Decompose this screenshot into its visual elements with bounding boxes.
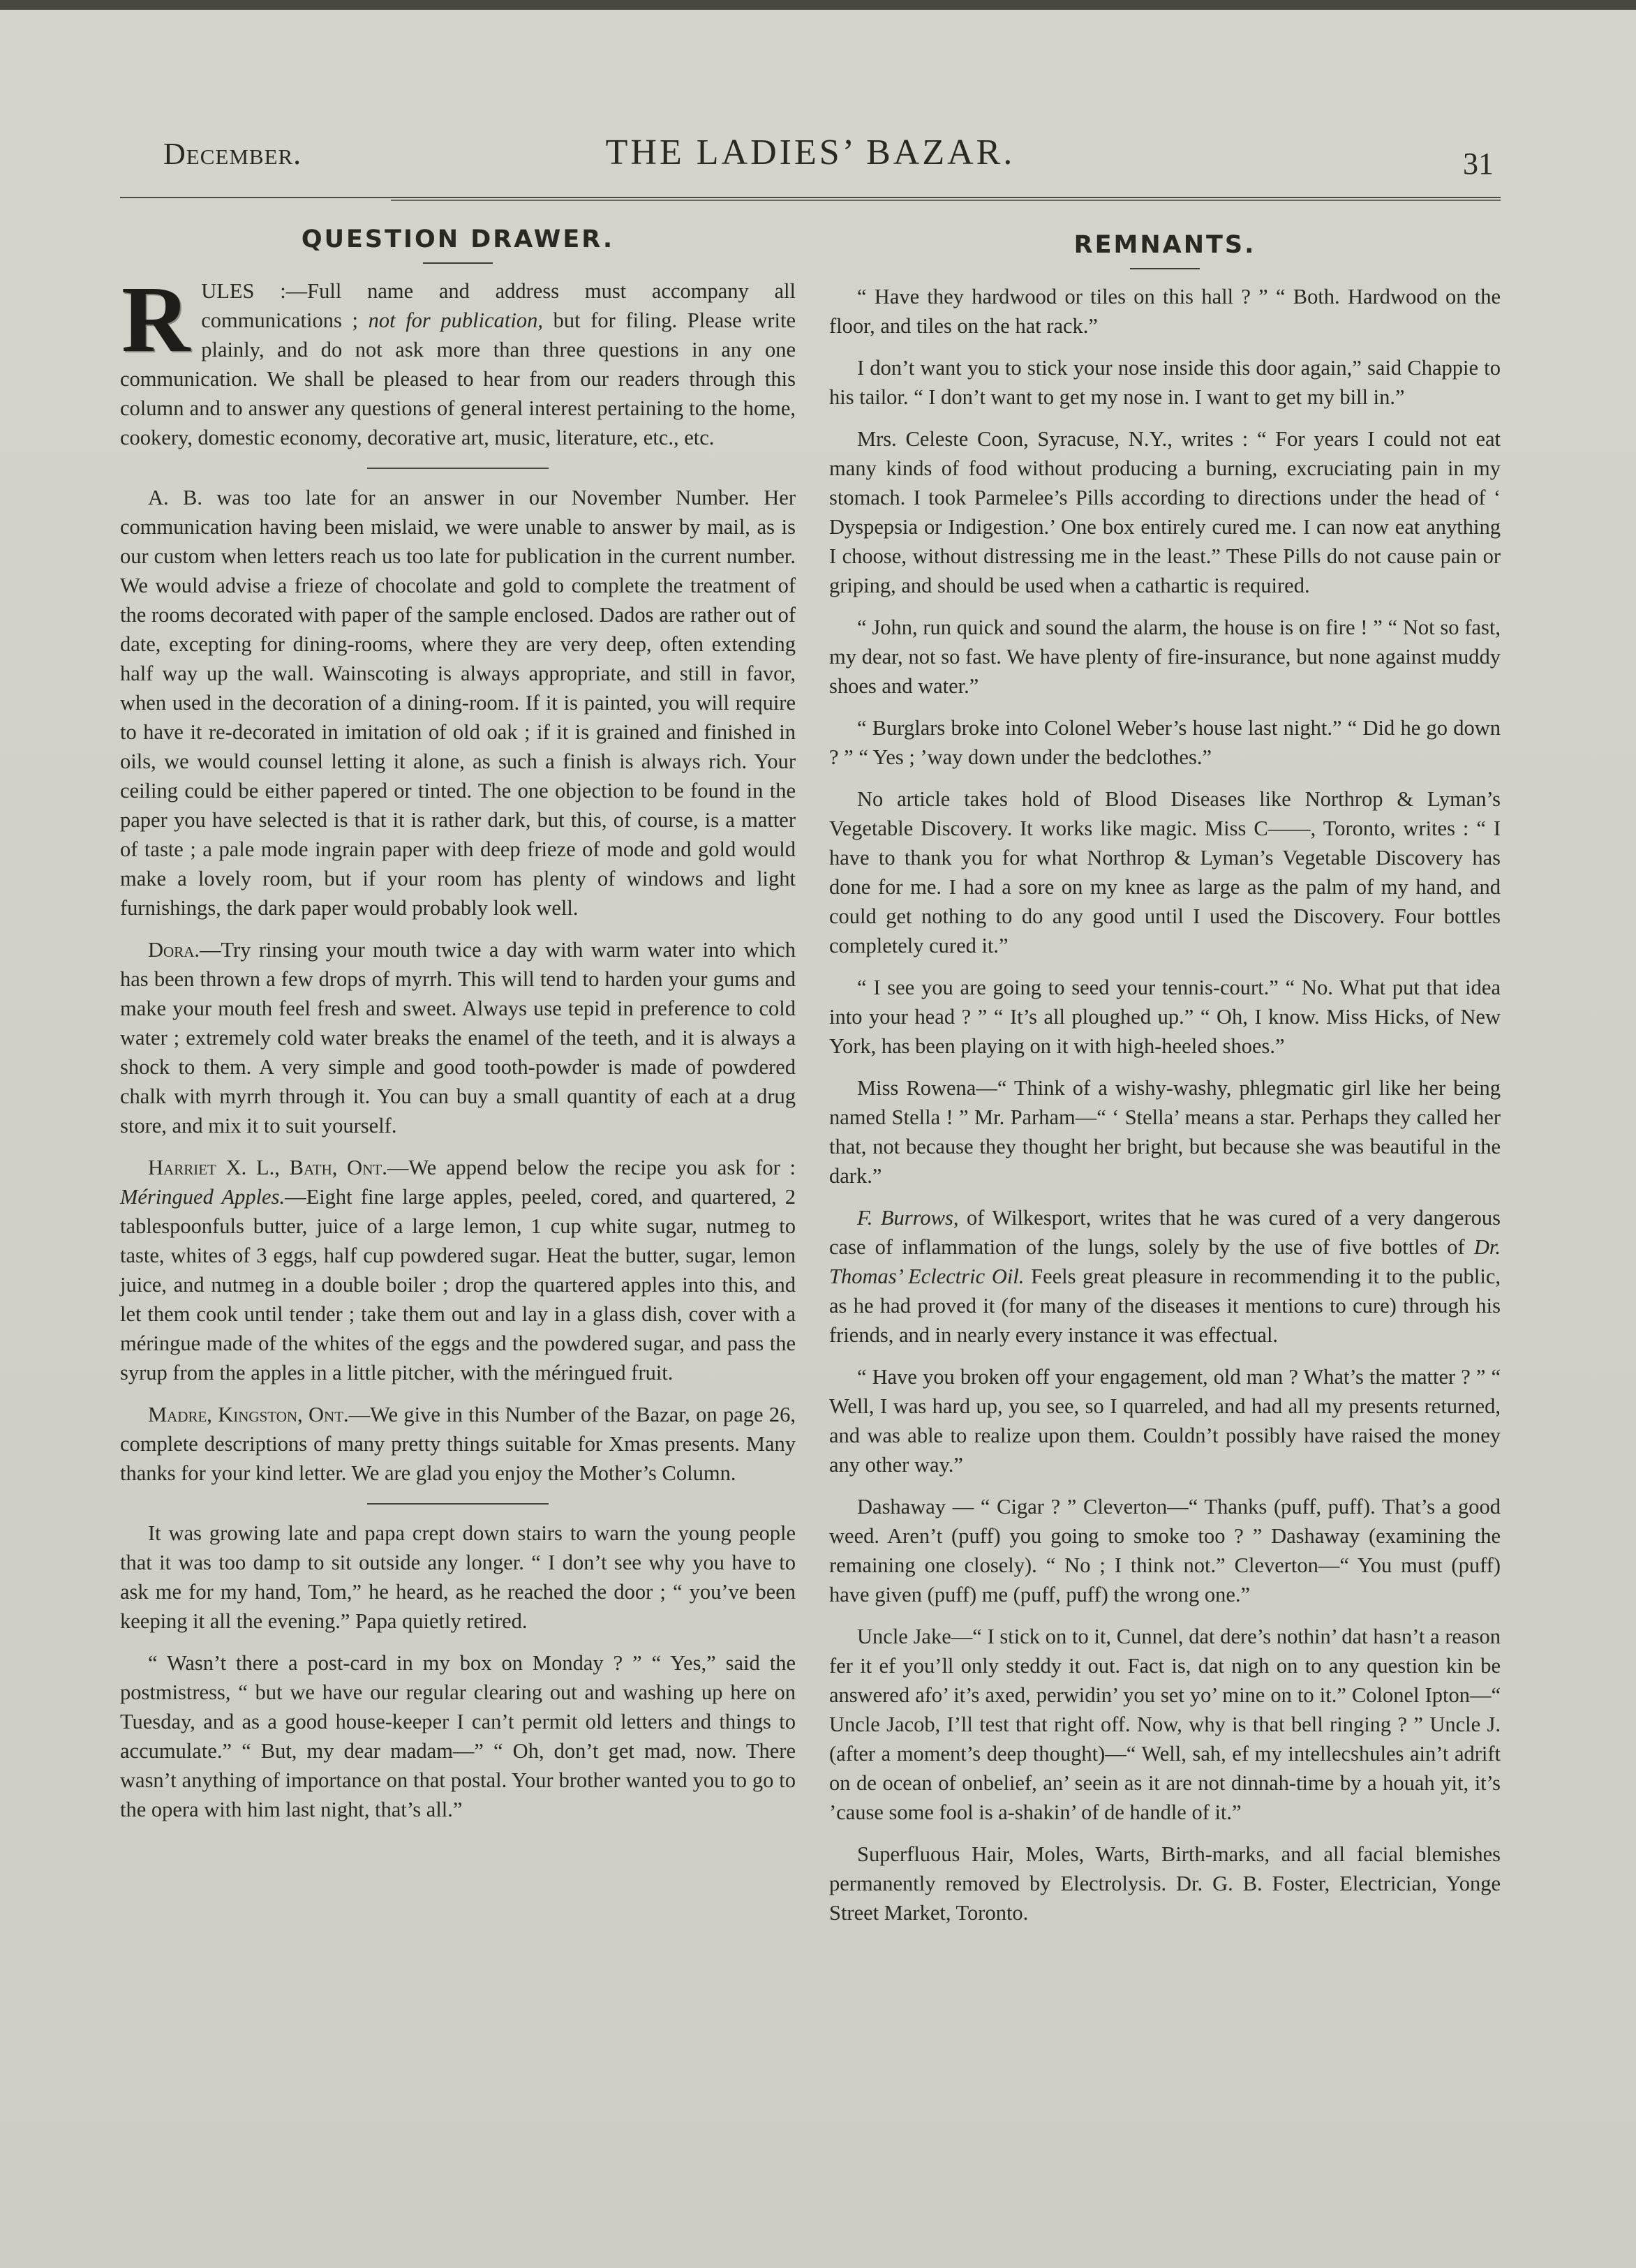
remnant-4: “ John, run quick and sound the alarm, the house is on fire ! ” “ Not so fast, my dear, not so fast. We have plenty of fire-insurance, but none against muddy shoes and water.” [829,616,1501,698]
remnant-12: Uncle Jake—“ I stick on to it, Cunnel, dat dere’s nothin’ dat hasn’t a reason fer it ef you’ll only steddy it out. Fact is, dat nigh on to any question kin be answered afo’ it’s axed, perwidin’ you set yo’ mine on to it.” Colonel Ipton—“ Uncle Jacob, I’ll test that right off. Now, why is that bell ringing ? ” Uncle J. (after a moment’s deep thought)—“ Well, sah, ef my intellecshules ain’t adrift on de ocean of onbelief, an’ seein as it are not dinnah-time by a houah yit, it’s ’cause some fool is a-shakin’ of de handle of it.” [829,1625,1501,1824]
publication-title: THE LADIES’ BAZAR. [605,133,1016,172]
answer-dora: Dora.—Try rinsing your mouth twice a day with warm water into which has been thrown a few drops of myrrh. This will tend to harden your gums and make your mouth feel fresh and sweet. Always use tepid in preference to cold water ; extremely cold water breaks the enamel of the teeth, and it is always a shock to them. A very simple and good tooth-powder is made of powdered chalk with myrrh through it. You can buy a small quantity of each at a drug store, and mix it to suit yourself. [120,938,796,1137]
scan-edge [0,0,1636,10]
remnant-13: Superfluous Hair, Moles, Warts, Birth-marks, and all facial blemishes permanently removed by Electrolysis. Dr. G. B. Foster, Electrician, Yonge Street Market, Toronto. [829,1842,1501,1925]
header-rule [120,197,1501,198]
remnants-heading: REMNANTS. [1073,231,1256,259]
rules-paragraph: RULES :—Full name and address must accompany all communications ; not for publication, but for filing. Please write plainly, and do not ask more than three questions in any one communication. We shall be pleased to hear from our readers through this column and to answer any questions of general interest pertaining to the home, cookery, domestic economy, decorative art, music, literature, etc., etc. [120,267,796,449]
drop-cap: R [121,267,191,372]
remnant-10: “ Have you broken off your engagement, old man ? What’s the matter ? ” “ Well, I was hard up, you see, so I quarreled, and had all my presents returned, and was able to realize upon them. Couldn’t possibly have raised the money any other way.” [829,1365,1501,1477]
remnant-3: Mrs. Celeste Coon, Syracuse, N.Y., writes : “ For years I could not eat many kinds of food without producing a burning, excruciating pain in my stomach. I took Parmelee’s Pills according to directions under the head of ‘ Dyspepsia or Indigestion.’ One box entirely cured me. I can now eat anything I choose, without distressing me in the least.” These Pills do not cause pain or griping, and should be used when a cathartic is required. [829,427,1501,597]
anecdote-postcard: “ Wasn’t there a post-card in my box on Monday ? ” “ Yes,” said the postmistress, “ but we have our regular clearing out and washing up here on Tuesday, and as a good house-keeper I can’t permit old letters and things to accumulate.” “ But, my dear madam—” “ Oh, don’t get mad, now. There wasn’t anything of importance on that postal. Your brother wanted you to go to the opera with him last night, that’s all.” [120,1651,796,1821]
right-column [829,222,1501,1940]
heading-rule [423,262,493,264]
page-number: 31 [1463,147,1494,181]
section-divider [367,1503,549,1505]
section-divider [367,468,549,469]
remnant-5: “ Burglars broke into Colonel Weber’s house last night.” “ Did he go down ? ” “ Yes ; ’way down under the bedclothes.” [829,716,1501,769]
remnant-8: Miss Rowena—“ Think of a wishy-washy, phlegmatic girl like her being named Stella ! ” Mr. Parham—“ ‘ Stella’ means a star. Perhaps they called her that, not because they thought her bright, but because she was beautiful in the dark.” [829,1076,1501,1188]
page-header [120,133,1501,192]
answer-madre: Madre, Kingston, Ont.—We give in this Number of the Bazar, on page 26, complete descriptions of many pretty things suitable for Xmas presents. Many thanks for your kind letter. We are glad you enjoy the Mother’s Column. [120,1403,796,1485]
remnant-7: “ I see you are going to seed your tennis-court.” “ No. What put that idea into your head ? ” “ It’s all ploughed up.” “ Oh, I know. Miss Hicks, of New York, has been playing on it with high-heeled shoes.” [829,976,1501,1058]
header-month: December. [163,137,302,171]
question-drawer-heading: QUESTION DRAWER. [301,225,615,253]
remnant-2: I don’t want you to stick your nose inside this door again,” said Chappie to his tailor. “ I don’t want to get my nose in. I want to get my bill in.” [829,356,1501,409]
remnant-11: Dashaway — “ Cigar ? ” Cleverton—“ Thanks (puff, puff). That’s a good weed. Aren’t (puff) you going to smoke too ? ” Dashaway (examining the remaining one closely). “ No ; I think not.” Cleverton—“ You must (puff) have given (puff) me (puff, puff) the wrong one.” [829,1495,1501,1606]
left-column [120,216,796,1837]
anecdote-papa: It was growing late and papa crept down stairs to warn the young people that it was too damp to sit outside any longer. “ I don’t see why you have to ask me for my hand, Tom,” he heard, as he reached the door ; “ you’ve been keeping it all the evening.” Papa quietly retired. [120,1521,796,1633]
heading-rule [1130,268,1200,269]
answer-harriet: Harriet X. L., Bath, Ont.—We append below the recipe you ask for : Méringued Apples.—Eight fine large apples, peeled, cored, and quartered, 2 tablespoonfuls butter, juice of a large lemon, 1 cup white sugar, nutmeg to taste, whites of 3 eggs, half cup powdered sugar. Heat the butter, sugar, lemon juice, and nutmeg in a double boiler ; drop the quartered apples into this, and let them cook until tender ; take them out and lay in a glass dish, cover with a méringue made of the whites of the eggs and the powdered sugar, and pass the syrup from the apples in a little pitcher, with the méringued fruit. [120,1156,796,1385]
remnant-9: F. Burrows, of Wilkesport, writes that he was cured of a very dangerous case of inflammation of the lungs, solely by the use of five bottles of Dr. Thomas’ Eclectric Oil. Feels great pleasure in recommending it to the public, as he had proved it (for many of the diseases it mentions to cure) through his friends, and in nearly every instance it was effectual. [829,1206,1501,1347]
remnant-1: “ Have they hardwood or tiles on this hall ? ” “ Both. Hardwood on the floor, and tiles on the hat rack.” [829,285,1501,338]
header-rule-secondary [391,200,1501,201]
answer-ab: A. B. was too late for an answer in our November Number. Her communication having been mislaid, we were unable to answer by mail, as is our custom when letters reach us too late for publication in the current number. We would advise a frieze of chocolate and gold to complete the treatment of the rooms decorated with paper of the sample enclosed. Dados are rather out of date, excepting for dining-rooms, where they are very deep, often extending half way up the wall. Wainscoting is always appropriate, and still in favor, when used in the decoration of a dining-room. If it is painted, you will require to have it re-decorated in imitation of old oak ; if it is grained and finished in oils, we would counsel letting it alone, as such a finish is always rich. Your ceiling could be either papered or tinted. The one objection to be found in the paper you have selected is that it is rather dark, but this, of course, is a matter of taste ; a pale mode ingrain paper with deep frieze of mode and gold would make a lovely room, but if your room has plenty of windows and light furnishings, the dark paper would probably look well. [120,486,796,920]
remnant-6: No article takes hold of Blood Diseases like Northrop & Lyman’s Vegetable Discovery. It works like magic. Miss C——, Toronto, writes : “ I have to thank you for what Northrop & Lyman’s Vegetable Discovery has done for me. I had a sore on my knee as large as the palm of my hand, and could get nothing to do any good until I used the Discovery. Four bottles completely cured it.” [829,787,1501,957]
